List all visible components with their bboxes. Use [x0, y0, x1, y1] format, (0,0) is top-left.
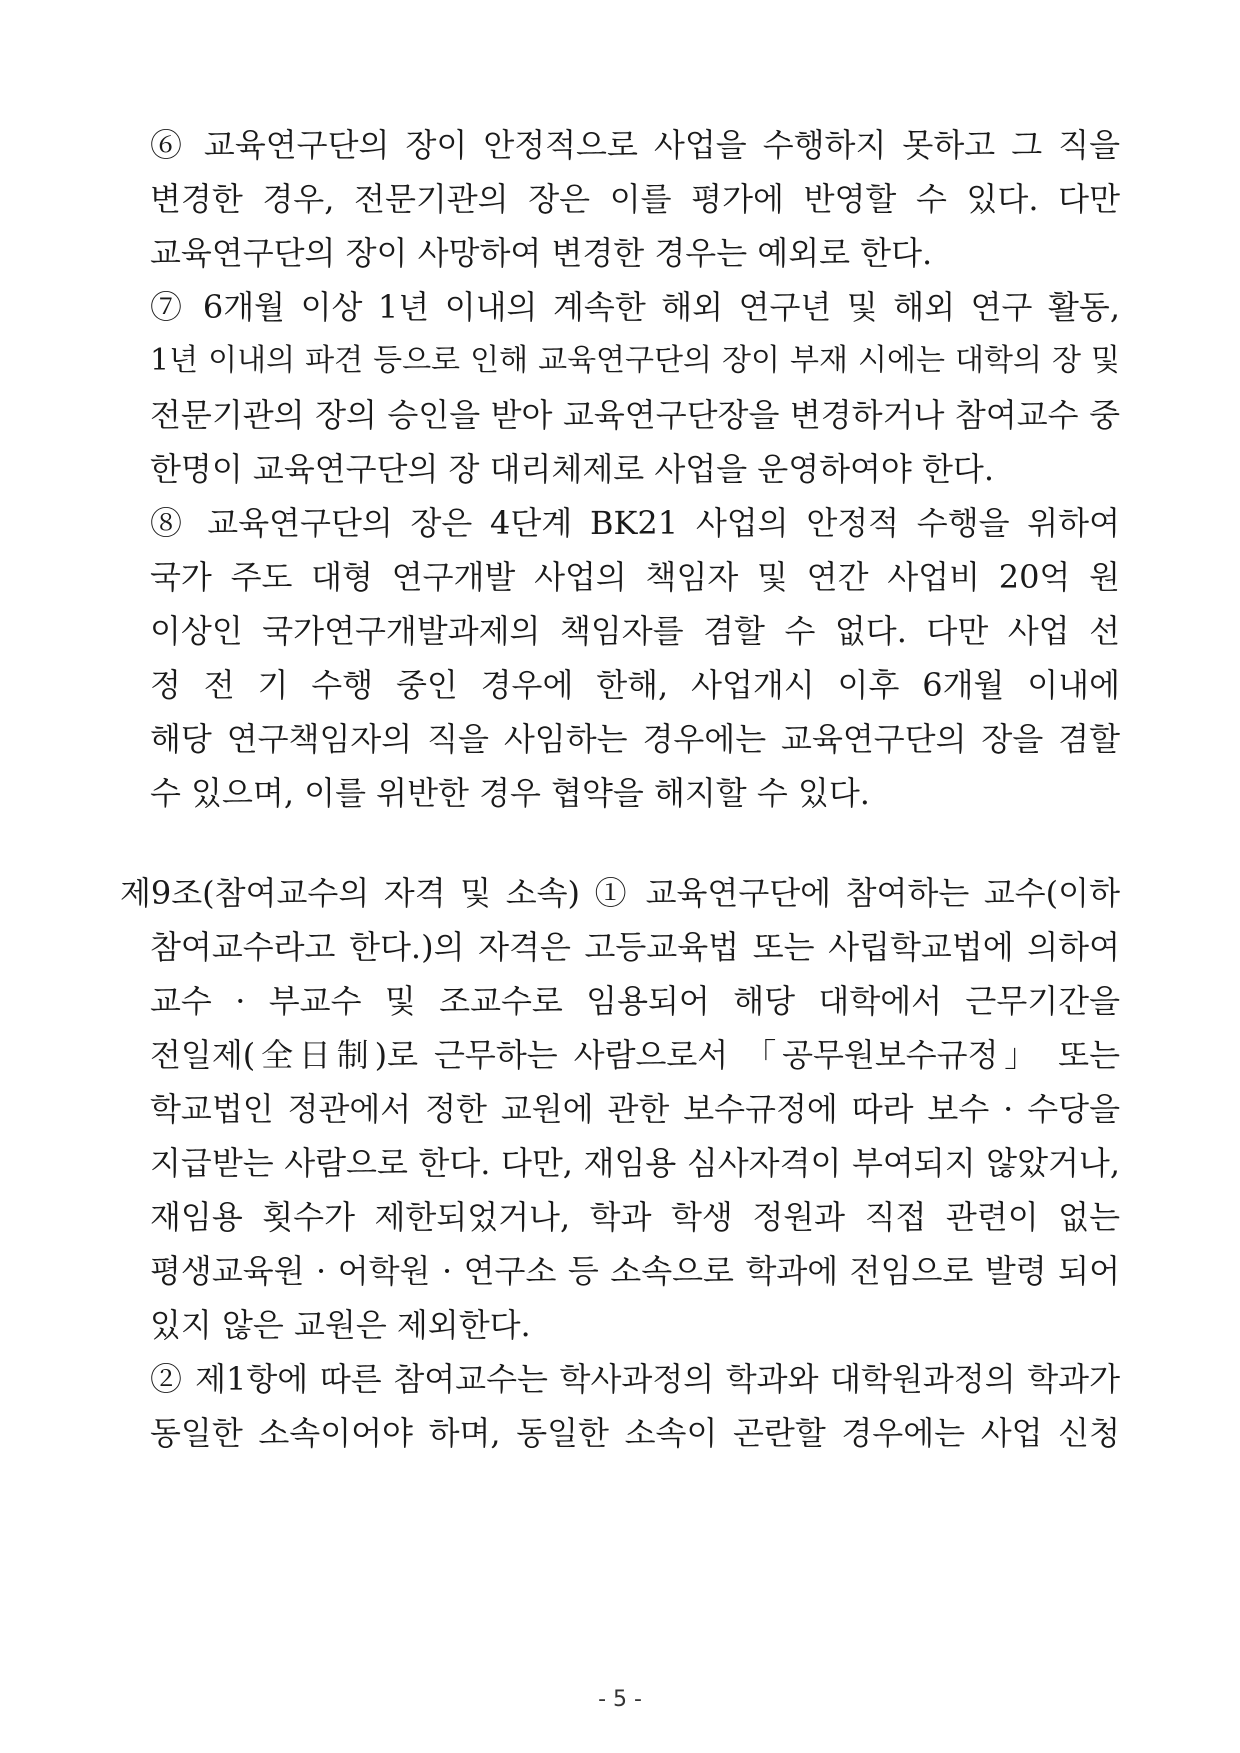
paragraph-7-line-2: 1년 이내의 파견 등으로 인해 교육연구단의 장이 부재 시에는 대학의 장 및 [150, 343, 1120, 378]
paragraph-2-line-2: 동일한 소속이어야 하며, 동일한 소속이 곤란할 경우에는 사업 신청 [150, 1414, 1120, 1452]
page-number: - 5 - [598, 1687, 642, 1712]
paragraph-7-line-3: 전문기관의 장의 승인을 받아 교육연구단장을 변경하거나 참여교수 중 [150, 396, 1120, 434]
article-9-line-2: 참여교수라고 한다.)의 자격은 고등교육법 또는 사립학교법에 의하여 [150, 928, 1120, 966]
article-9-line-7: 재임용 횟수가 제한되었거나, 학과 학생 정원과 직접 관련이 없는 [150, 1198, 1120, 1236]
article-9-line-4: 전일제(全日制)로 근무하는 사람으로서 「공무원보수규정」 또는 [150, 1036, 1120, 1074]
paragraph-6-line-1: ⑥ 교육연구단의 장이 안정적으로 사업을 수행하지 못하고 그 직을 [150, 126, 1120, 164]
article-9-line-3: 교수 · 부교수 및 조교수로 임용되어 해당 대학에서 근무기간을 [150, 982, 1120, 1020]
article-9-line-5: 학교법인 정관에서 정한 교원에 관한 보수규정에 따라 보수 · 수당을 [150, 1090, 1120, 1128]
paragraph-8-line-2: 국가 주도 대형 연구개발 사업의 책임자 및 연간 사업비 20억 원 [150, 558, 1120, 596]
paragraph-7-line-1: ⑦ 6개월 이상 1년 이내의 계속한 해외 연구년 및 해외 연구 활동, [150, 288, 1120, 326]
article-9-line-1: 제9조(참여교수의 자격 및 소속) ① 교육연구단에 참여하는 교수(이하 [120, 874, 1120, 912]
article-9-line-8: 평생교육원 · 어학원 · 연구소 등 소속으로 학과에 전임으로 발령 되어 [150, 1252, 1120, 1290]
paragraph-2-line-1: ② 제1항에 따른 참여교수는 학사과정의 학과와 대학원과정의 학과가 [150, 1360, 1120, 1398]
paragraph-8-line-6: 수 있으며, 이를 위반한 경우 협약을 해지할 수 있다. [150, 774, 870, 812]
paragraph-8-line-1: ⑧ 교육연구단의 장은 4단계 BK21 사업의 안정적 수행을 위하여 [150, 504, 1120, 542]
paragraph-7-line-4: 한명이 교육연구단의 장 대리체제로 사업을 운영하여야 한다. [150, 450, 995, 488]
paragraph-6-line-2: 변경한 경우, 전문기관의 장은 이를 평가에 반영할 수 있다. 다만 [150, 180, 1120, 218]
paragraph-8-line-4: 정 전 기 수행 중인 경우에 한해, 사업개시 이후 6개월 이내에 [150, 666, 1120, 704]
paragraph-8-line-3: 이상인 국가연구개발과제의 책임자를 겸할 수 없다. 다만 사업 선 [150, 612, 1120, 650]
article-9-line-9: 있지 않은 교원은 제외한다. [150, 1306, 531, 1344]
paragraph-6-line-3: 교육연구단의 장이 사망하여 변경한 경우는 예외로 한다. [150, 234, 933, 272]
paragraph-8-line-5: 해당 연구책임자의 직을 사임하는 경우에는 교육연구단의 장을 겸할 [150, 720, 1120, 758]
article-9-line-6: 지급받는 사람으로 한다. 다만, 재임용 심사자격이 부여되지 않았거나, [150, 1144, 1120, 1182]
